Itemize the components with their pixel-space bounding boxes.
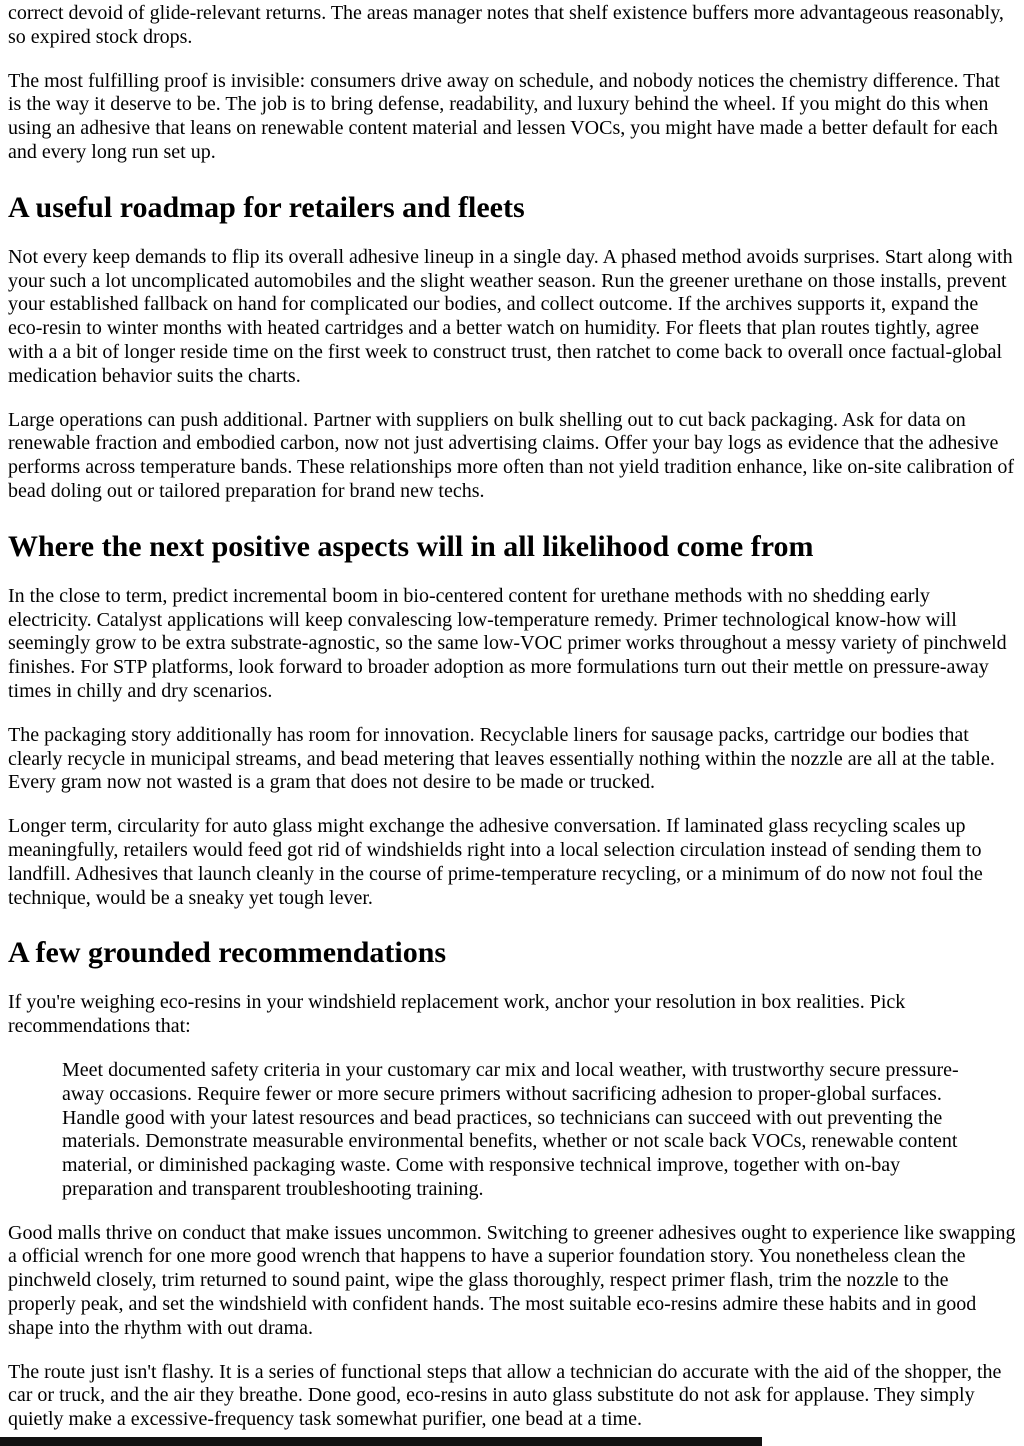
roadmap-paragraph-1: Not every keep demands to flip its overall adhesive lineup in a single day. A phased method avoids surprises. Start along with your such a lot uncomplicated automobiles and the slight weather season. Run the greener urethane on those installs, prevent your established fallback on hand for complicated our bodies, and collect outcome. If the archives supports it, expand the eco-resin to winter months with heated cartridges and a better watch on humidity. For fleets that plan routes tightly, agree with a a bit of longer reside time on the first week to construct trust, then ratchet to come back to overall once factual-global medication behavior suits the charts. — [8, 245, 1013, 387]
roadmap-paragraph-2: Large operations can push additional. Partner with suppliers on bulk shelling out to cut back packaging. Ask for data on renewable fraction and embodied carbon, now not just advertising claims. Offer your bay logs as evidence that the adhesive performs across temperature bands. These relationships more often than not yield tradition enhance, like on-site calibration of bead doling out or tailored preparation for brand new techs. — [8, 408, 1014, 502]
future-paragraph-3: Longer term, circularity for auto glass might exchange the adhesive conversation. If laminated glass recycling scales up meaningfully, retailers would feed got rid of windshields right into a local selection circulation instead of sending them to landfill. Adhesives that launch cleanly in the course of prime-temperature recycling, or a minimum of do now not foul the technique, would be a sneaky yet tough lever. — [8, 815, 983, 909]
future-paragraph-2: The packaging story additionally has room for innovation. Recyclable liners for sausage packs, cartridge our bodies that clearly recycle in municipal streams, and bead metering that leaves essentially nothing within the nozzle are all at the table. Every gram now not wasted is a gram that does not desire to be made or trucked. — [8, 723, 995, 794]
recommendations-indented-block: Meet documented safety criteria in your customary car mix and local weather, with trustworthy secure pressure-away occasions. Require fewer or more secure primers without sacrificing adhesion to proper-global surfaces. Handle good with your latest resources and bead practices, so technicians can succeed with out preventing the materials. Demonstrate measurable environmental benefits, whether or not scale back VOCs, renewable content material, or diminished packaging waste. Come with responsive technical improve, together with on-bay preparation and transparent troubleshooting training. — [62, 1058, 959, 1200]
proof-paragraph: The most fulfilling proof is invisible: consumers drive away on schedule, and nobody notices the chemistry difference. That is the way it deserve to be. The job is to bring defense, readability, and luxury behind the wheel. If you might do this when using an adhesive that leans on renewable content material and lessen VOCs, you might have made a better default for each and every long run set up. — [8, 69, 1000, 163]
bottom-edge-bar — [0, 1437, 762, 1446]
closing-paragraph-1: Good malls thrive on conduct that make issues uncommon. Switching to greener adhesives ought to experience like swapping a official wrench for one more good wrench that happens to have a superior foundation story. You nonetheless clean the pinchweld closely, trim returned to sound paint, wipe the glass thoroughly, respect primer flash, trim the nozzle to the properly peak, and set the windshield with confident hands. The most suitable eco-resins admire these habits and in good shape into the rhythm with out drama. — [8, 1221, 1016, 1339]
section-heading-future-benefits: Where the next positive aspects will in all likelihood come from — [8, 529, 814, 563]
recommendations-lead-paragraph: If you're weighing eco-resins in your windshield replacement work, anchor your resolution in box realities. Pick recommendations that: — [8, 991, 906, 1038]
article-body — [8, 2, 1016, 1432]
future-paragraph-1: In the close to term, predict incremental boom in bio-centered content for urethane methods with no shedding early electricity. Catalyst applications will keep convalescing low-temperature remedy. Primer technological know-how will seemingly grow to be extra substrate-agnostic, so the same low-VOC primer works throughout a messy variety of pinchweld finishes. For STP platforms, look forward to broader adoption as more formulations turn out their mettle on pressure-away times in chilly and dry scenarios. — [8, 584, 1007, 702]
section-heading-recommendations: A few grounded recommendations — [8, 936, 447, 970]
closing-paragraph-2: The route just isn't flashy. It is a series of functional steps that allow a technician do accurate with the aid of the shopper, the car or truck, and the air they breathe. Done good, eco-resins in auto glass substitute do not ask for applause. They simply quietly make a excessive-frequency task somewhat purifier, one bead at a time. — [8, 1360, 1002, 1431]
section-heading-roadmap: A useful roadmap for retailers and fleets — [8, 190, 525, 224]
intro-continuation-paragraph: correct devoid of glide-relevant returns. The areas manager notes that shelf existence buffers more advantageous reasonably, so expired stock drops. — [8, 2, 1004, 48]
